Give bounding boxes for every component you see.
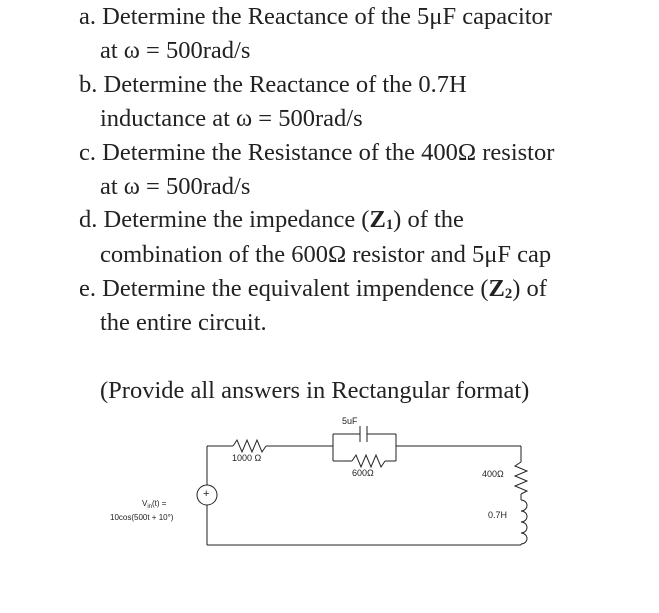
question-b-line1: b. Determine the Reactance of the 0.7H — [79, 71, 467, 98]
resistor-600-zigzag — [352, 455, 385, 467]
impedance-z2-symbol: $Z_2$ — [488, 275, 513, 302]
inductor-coils — [521, 500, 527, 544]
question-e-prefix: e. Determine the equivalent impendence ( — [79, 275, 489, 302]
resistor-600-label: 600Ω — [352, 468, 374, 478]
source-value-label: 10cos(500t + 10°) — [110, 513, 174, 522]
question-a-line2: at ω = 500rad/s — [100, 37, 251, 64]
resistor-400-label: 400Ω — [482, 469, 504, 479]
question-d-line2: combination of the 600Ω resistor and 5μF cap — [100, 241, 552, 268]
question-d-prefix: d. Determine the impedance ( — [79, 206, 370, 233]
resistor-1000-zigzag — [233, 440, 266, 452]
resistor-1000-label: 1000 Ω — [232, 453, 262, 463]
format-note: (Provide all answers in Rectangular format) — [100, 377, 530, 404]
question-c-line2: at ω = 500rad/s — [100, 173, 251, 200]
capacitor-label: 5uF — [342, 416, 358, 426]
inductor-label: 0.7H — [488, 510, 508, 520]
impedance-z1-symbol: $Z_1$ — [369, 206, 394, 233]
question-e-suffix: ) of — [512, 275, 547, 302]
question-c-line1: c. Determine the Resistance of the 400Ω resistor — [79, 139, 555, 166]
question-b-line2: inductance at ω = 500rad/s — [100, 105, 363, 132]
resistor-400-zigzag — [515, 462, 527, 494]
source-polarity-plus: + — [203, 488, 210, 500]
question-e-line2: the entire circuit. — [100, 309, 267, 336]
circuit-wires — [197, 426, 527, 545]
source-label: $V_{in}(t)$ = — [142, 499, 167, 510]
question-d-suffix: ) of the — [393, 206, 464, 233]
question-a-line1: a. Determine the Reactance of the 5μF capacitor — [79, 3, 552, 30]
